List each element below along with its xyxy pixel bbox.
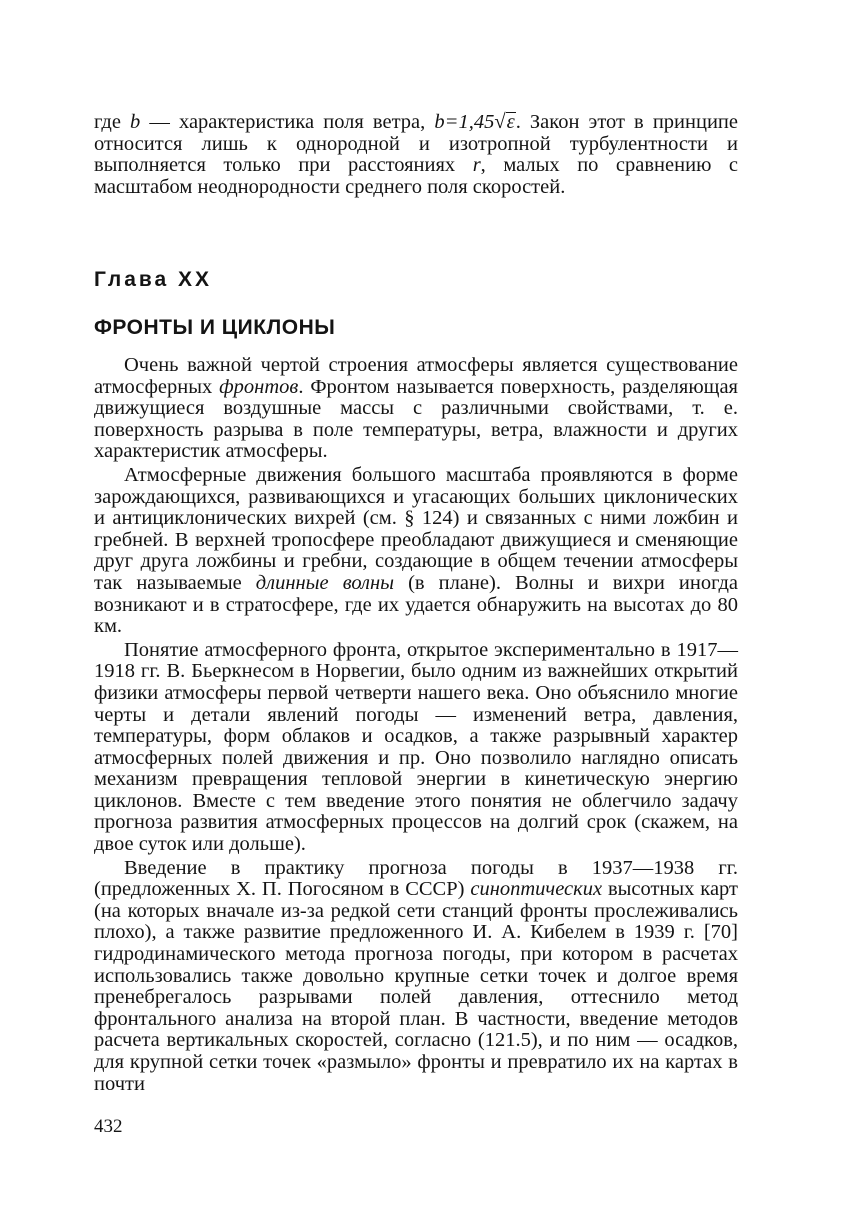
italic-term: фронтов — [219, 375, 299, 398]
radicand — [506, 112, 516, 131]
paragraph-text: . Фронтом называется поверхность, разделяющая движущиеся воздушные массы с различными свойствами, т. е. поверхность разрыва в поле температуры, ветра, влажности и других характеристик атмосферы. — [94, 375, 738, 463]
paragraph-text: Введение в практику прогноза погоды в 1937—1938 гг. (предложенных Х. П. Погосяном в СССР) — [94, 856, 738, 901]
italic-term: синоптических — [470, 878, 603, 901]
epsilon-symbol: ε — [506, 111, 515, 133]
page-number: 432 — [94, 1116, 123, 1137]
radical-sign: √ — [494, 111, 506, 133]
intro-text: , малых по сравнению с масштабом неоднородности среднего поля скоростей. — [94, 154, 738, 198]
intro-paragraph — [94, 112, 738, 198]
paragraph-1 — [94, 355, 738, 463]
chapter-title: ФРОНТЫ И ЦИКЛОНЫ — [94, 316, 336, 339]
paragraph-2 — [94, 465, 738, 638]
intro-text: — характеристика поля ветра, — [140, 111, 435, 133]
chapter-label: Глава XX — [94, 268, 213, 291]
intro-text: . Закон этот в принципе относится лишь к однородной и изотропной турбулентности и выполняется только при расстояниях — [94, 111, 738, 177]
b-symbol: b — [130, 111, 141, 133]
intro-text: где — [94, 111, 131, 133]
r-symbol: r — [472, 154, 481, 177]
italic-term: длинные волны — [255, 571, 395, 594]
paragraph-text: Очень важной чертой строения атмосферы является существование атмосферных — [94, 354, 738, 398]
paragraph-text: высотных карт (на которых вначале из-за редкой сети станций фронты прослеживались плохо), а также развитие предложенного И. А. Кибелем в 1939 г. [70] гидродинамического метода прогноза погоды, при котором в расчетах использовались также довольно крупные сетки точек и долгое время пренебрегалось разрывами полей давления, оттеснило метод фронтального анализа на второй план. В частности, введение методов расчета вертикальных скоростей, согласно (121.5), и по ним — осадков, для крупной сетки точек «размыло» фронты и превратило их на картах в почти — [94, 878, 738, 1095]
formula: b=1,45 — [434, 111, 495, 133]
chapter-body — [94, 355, 738, 1095]
paragraph-text: (в плане). Волны и вихри иногда возникают и в стратосфере, где их удается обнаружить на высотах до 80 км. — [94, 571, 738, 638]
paragraph-4 — [94, 858, 738, 1096]
paragraph-text: Атмосферные движения большого масштаба проявляются в форме зарождающихся, развивающихся и угасающих больших циклонических и антициклонических вихрей (см. § 124) и связанных с ними ложбин и гребней. В верхней тропосфере преобладают движущиеся и сменяющие друг друга ложбины и гребни, создающие в общем течении атмосферы так называемые — [94, 463, 738, 594]
paragraph-3: Понятие атмосферного фронта, открытое экспериментально в 1917—1918 гг. В. Бьеркнесом в Норвегии, было одним из важнейших открытий физики атмосферы первой четверти нашего века. Оно объяснило многие черты и детали явлений погоды — изменений ветра, давления, температуры, форм облаков и осадков, а также разрывный характер атмосферных полей движения и пр. Оно позволило наглядно описать механизм превращения тепловой энергии в кинетическую энергию циклонов. Вместе с тем введение этого понятия не облегчило задачу прогноза развития атмосферных процессов на долгий срок (скажем, на двое суток или дольше). — [94, 638, 738, 856]
